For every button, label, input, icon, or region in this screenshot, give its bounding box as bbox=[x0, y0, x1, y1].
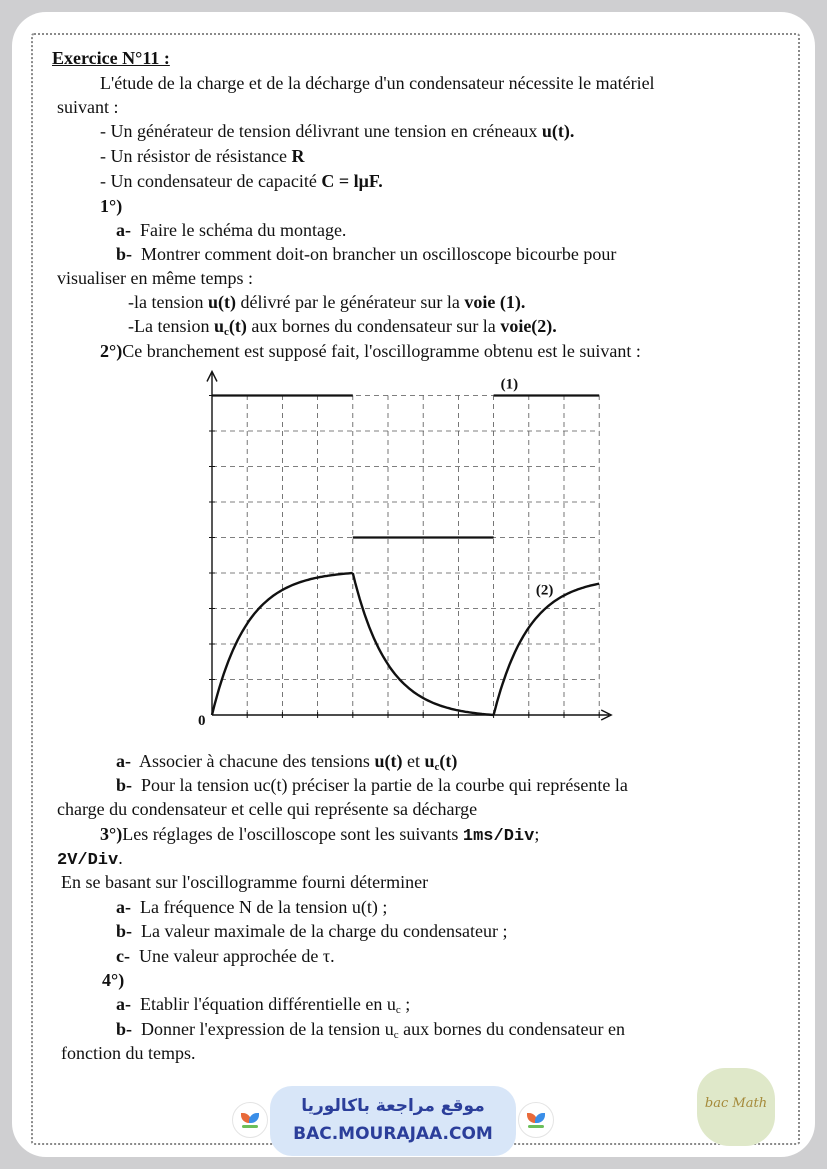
material-generator-bold: u(t). bbox=[541, 121, 575, 141]
material-generator-text: - Un générateur de tension délivrant une tension en créneaux bbox=[100, 121, 542, 141]
oscillogram bbox=[190, 368, 620, 733]
q3-b-text: La valeur maximale de la charge du condensateur ; bbox=[141, 921, 508, 941]
q1-channel-2 bbox=[128, 315, 557, 343]
material-resistor bbox=[100, 145, 304, 167]
q1-a-text: Faire le schéma du montage. bbox=[140, 220, 347, 240]
q4-a-sub: c bbox=[395, 1004, 401, 1016]
q2-a-label: a- bbox=[116, 751, 131, 771]
channel1-text: -la tension bbox=[128, 292, 208, 312]
channel2-u: u bbox=[213, 316, 224, 336]
q2-a-and: et bbox=[402, 751, 425, 771]
channel2-bold bbox=[214, 316, 247, 336]
q2-a-text: Associer à chacune des tensions bbox=[139, 751, 375, 771]
q3-based-on: En se basant sur l'oscillogramme fourni déterminer bbox=[61, 872, 429, 892]
q4-a-text: Etablir l'équation différentielle en u bbox=[140, 994, 396, 1014]
q2-a-uc-t: (t) bbox=[439, 751, 458, 771]
q3-a-label: a- bbox=[116, 897, 131, 917]
q4-b-text2: aux bornes du condensateur en bbox=[398, 1019, 626, 1039]
q1-b-label: b- bbox=[116, 244, 133, 264]
site-banner[interactable] bbox=[270, 1086, 516, 1156]
q4-a bbox=[116, 993, 410, 1021]
q2-a-u: u(t) bbox=[374, 751, 403, 771]
q3-b-label: b- bbox=[116, 921, 133, 941]
channel1-text2: délivré par le générateur sur la bbox=[235, 292, 465, 312]
intro-line-1: L'étude de la charge et de la décharge d'un condensateur nécessite le matériel bbox=[100, 73, 655, 93]
q3-b bbox=[116, 920, 508, 942]
q4-b-label: b- bbox=[116, 1019, 133, 1039]
channel2-text: -La tension bbox=[128, 316, 214, 336]
q2-intro-text: Ce branchement est supposé fait, l'oscillogramme obtenu est le suivant : bbox=[122, 341, 641, 361]
q1-b bbox=[116, 243, 616, 265]
series-2-label: (2) bbox=[535, 582, 554, 599]
bac-math-badge bbox=[697, 1068, 775, 1146]
q2-a-uc bbox=[424, 751, 457, 771]
q4-b-line2: fonction du temps. bbox=[61, 1043, 196, 1063]
q2-b-label: b- bbox=[116, 775, 133, 795]
q2-a-uc-u: u bbox=[424, 751, 435, 771]
q1-b-line2: visualiser en même temps : bbox=[57, 268, 253, 288]
q3-intro bbox=[100, 823, 539, 848]
oscillogram-curves bbox=[212, 396, 599, 716]
material-resistor-bold: R bbox=[291, 146, 305, 166]
q4-number: 4°) bbox=[102, 970, 125, 990]
q3-number: 3°) bbox=[100, 824, 123, 844]
series-2-charge-curve bbox=[494, 584, 600, 715]
material-capacitor bbox=[100, 170, 383, 192]
q3-c-text: Une valeur approchée de τ. bbox=[138, 946, 335, 966]
material-resistor-text: - Un résistor de résistance bbox=[100, 146, 292, 166]
q2-intro bbox=[100, 340, 641, 362]
q2-a-uc-sub: c bbox=[434, 761, 440, 773]
bac-math-badge-text: bac Math bbox=[704, 1096, 768, 1111]
q2-b bbox=[116, 774, 628, 796]
material-generator bbox=[100, 120, 574, 142]
q2-number: 2°) bbox=[100, 341, 123, 361]
site-logo-right bbox=[518, 1102, 554, 1138]
q3-a-text: La fréquence N de la tension u(t) ; bbox=[140, 897, 388, 917]
material-capacitor-bold: C = lμF. bbox=[321, 171, 383, 191]
q3-a bbox=[116, 896, 387, 918]
q3-c-label: c- bbox=[116, 946, 130, 966]
q1-a-label: a- bbox=[116, 220, 131, 240]
q1-channel-1 bbox=[128, 291, 525, 313]
channel1-bold2: voie (1). bbox=[464, 292, 526, 312]
q1-b-text: Montrer comment doit-on brancher un oscilloscope bicourbe pour bbox=[141, 244, 617, 264]
q3-volt bbox=[57, 847, 123, 872]
q4-b-sub: c bbox=[393, 1029, 399, 1041]
site-name-arabic: موقع مراجعة باكالوريا bbox=[301, 1096, 485, 1116]
q3-sep: ; bbox=[534, 824, 540, 844]
site-url[interactable]: BAC.MOURAJAA.COM bbox=[293, 1124, 493, 1144]
channel2-t: (t) bbox=[228, 316, 247, 336]
q2-b-text: Pour la tension uc(t) préciser la partie de la courbe qui représente la bbox=[141, 775, 628, 795]
origin-label: 0 bbox=[198, 713, 206, 729]
series-1-label: (1) bbox=[500, 376, 519, 393]
q4-a-end: ; bbox=[400, 994, 411, 1014]
oscillogram-grid bbox=[212, 396, 599, 716]
channel2-sub: c bbox=[224, 326, 229, 338]
q3-c bbox=[116, 945, 335, 967]
q4-b-text: Donner l'expression de la tension u bbox=[141, 1019, 394, 1039]
q4-a-label: a- bbox=[116, 994, 131, 1014]
exercise-title: Exercice N°11 : bbox=[52, 48, 170, 68]
q1-number: 1°) bbox=[100, 196, 123, 216]
material-capacitor-text: - Un condensateur de capacité bbox=[100, 171, 322, 191]
site-logo-left bbox=[232, 1102, 268, 1138]
q3-dot: . bbox=[118, 848, 123, 868]
q1-a bbox=[116, 219, 346, 241]
channel2-text2: aux bornes du condensateur sur la bbox=[246, 316, 501, 336]
oscillogram-axes bbox=[207, 372, 611, 721]
intro-line-2: suivant : bbox=[57, 97, 119, 117]
q3-volt-setting: 2V/Div bbox=[57, 851, 119, 870]
q3-intro-text: Les réglages de l'oscilloscope sont les suivants bbox=[122, 824, 463, 844]
channel2-bold2: voie(2). bbox=[500, 316, 557, 336]
q3-time-setting: 1ms/Div bbox=[462, 827, 535, 846]
channel1-bold: u(t) bbox=[207, 292, 236, 312]
q2-b-line2: charge du condensateur et celle qui représente sa décharge bbox=[57, 799, 478, 819]
